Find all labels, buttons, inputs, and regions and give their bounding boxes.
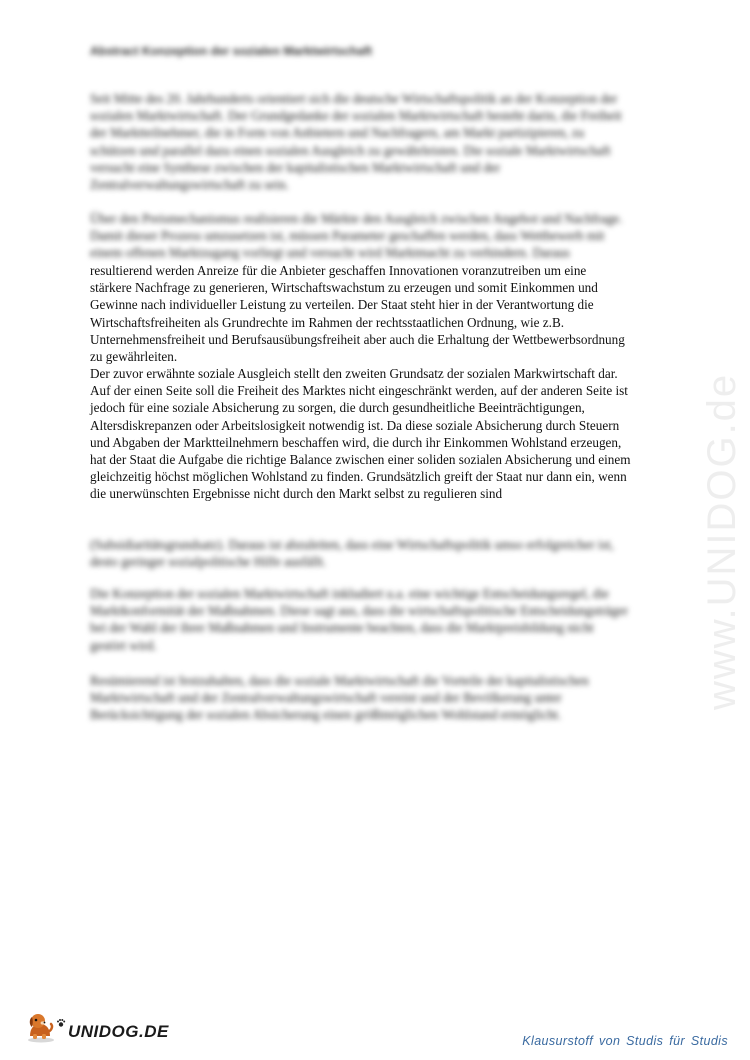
text-line: Zentralverwaltungswirtschaft zu sein. xyxy=(90,177,289,193)
text-line: Wirtschaftsfreiheiten als Grundrechte im Rahmen der rechtsstaatlichen Ordnung, wie z.B. xyxy=(90,314,565,330)
paragraph-2-blurred xyxy=(90,210,656,262)
text-line: Resümierend ist festzuhalten, dass die soziale Marktwirtschaft die Vorteile der kapitalistischen xyxy=(90,673,589,688)
text-line: Altersdiskrepanzen oder Arbeitslosigkeit notwendig ist. Da diese soziale Absicherung durch Steuern xyxy=(90,417,620,433)
text-line: bei der Wahl der ihrer Maßnahmen und Instrumente beachten, dass die Marktpreisbildung nicht xyxy=(90,620,594,636)
unidog-logo[interactable] xyxy=(24,1010,169,1044)
paragraph-1 xyxy=(90,90,656,193)
text-line: Der zuvor erwähnte soziale Ausgleich stellt den zweiten Grundsatz der sozialen Markwirtschaft dar. xyxy=(90,366,618,381)
text-line: Marktkonformität der Maßnahmen. Diese sagt aus, dass die wirtschaftspolitische Entscheidungsträger xyxy=(90,603,628,619)
text-line: einem offenen Marktzugang vorliegt und versucht wird Marktmacht zu verhindern. Daraus xyxy=(90,245,570,261)
text-line: Die Konzeption der sozialen Marktwirtschaft inkludiert u.a. eine wichtige Entscheidungsregel, die xyxy=(90,586,609,601)
text-line: Auf der einen Seite soll die Freiheit des Marktes nicht eingeschränkt werden, auf der anderen Seite ist xyxy=(90,383,628,399)
paragraph-5 xyxy=(90,672,656,724)
text-line: gestört wird. xyxy=(90,637,157,653)
text-line: Marktwirtschaft und der Zentralverwaltungswirtschaft vereint und der Bevölkerung unter xyxy=(90,690,562,706)
logo-text: UNIDOG.DE xyxy=(68,1022,169,1041)
paragraph-3-visible xyxy=(90,365,656,503)
text-line: versucht eine Synthese zwischen der kapitalistischen Marktwirtschaft und der xyxy=(90,159,501,175)
text-line: gleichzeitig höchst möglichen Wohlstand zu finden. Grundsätzlich greift der Staat nur dann ein, wenn xyxy=(90,469,627,485)
text-line: Über den Preismechanismus realisieren die Märkte den Ausgleich zwischen Angebot und Nachfrage. xyxy=(90,211,623,226)
text-line: Seit Mitte des 20. Jahrhunderts orientiert sich die deutsche Wirtschaftspolitik an der Konzeption der xyxy=(90,91,618,106)
text-line: desto geringer sozialpolitische Hilfe ausfällt. xyxy=(90,554,327,570)
text-line: resultierend werden Anreize für die Anbieter geschaffen Innovationen voranzutreiben um eine xyxy=(90,263,587,278)
paragraph-4 xyxy=(90,585,656,654)
paragraph-2-visible xyxy=(90,262,656,365)
paw-icon xyxy=(56,1018,66,1028)
text-line: jedoch für eine soziale Absicherung zu sorgen, die durch gesundheitliche Beeinträchtigungen, xyxy=(90,400,585,416)
footer-tagline: Klausurstoff von Studis für Studis xyxy=(522,1034,728,1048)
text-line: hat der Staat die Aufgabe die richtige Balance zwischen einer soliden sozialen Absicherung und einem xyxy=(90,452,631,468)
text-line: Unternehmensfreiheit und Berufsausübungsfreiheit aber auch die Erhaltung der Wettbewerbsordnung xyxy=(90,331,625,347)
text-line: Gewinne nach individueller Leistung zu verteilen. Der Staat steht hier in der Verantwortung die xyxy=(90,297,594,313)
text-line: zu gewährleiten. xyxy=(90,349,178,365)
dog-mascot-icon xyxy=(24,1010,58,1044)
text-line: (Subsidiaritätsgrundsatz). Daraus ist abzuleiten, dass eine Wirtschaftspolitik umso erfolgreicher ist, xyxy=(90,537,614,552)
document-title: Abstract Konzeption der sozialen Marktwirtschaft xyxy=(90,44,373,58)
watermark-text: www.UNIDOG.de xyxy=(700,372,744,710)
text-line: und Abgaben der Marktteilnehmern beschaffen wird, die durch ihr Einkommen Wohlstand erzeugen, xyxy=(90,434,622,450)
text-line: Damit dieser Prozess umzusetzen ist, müssen Parameter geschaffen werden, dass Wettbewerb mit xyxy=(90,228,605,244)
text-line: die unerwünschten Ergebnisse nicht durch den Markt selbst zu regulieren sind xyxy=(90,486,503,502)
text-line: der Marktteilnehmer, die in Form von Anbietern und Nachfragern, am Markt partizipieren, zu xyxy=(90,125,585,141)
text-line: sozialen Marktwirtschaft. Der Grundgedanke der sozialen Marktwirtschaft besteht darin, die Freiheit xyxy=(90,108,622,124)
text-line: schützen und parallel dazu einen sozialen Ausgleich zu gewährleisten. Die soziale Marktwirtschaft xyxy=(90,142,611,158)
text-line: stärkere Nachfrage zu generieren, Wirtschaftswachstum zu erzeugen und somit Einkommen und xyxy=(90,280,598,296)
text-line: Berücksichtigung der sozialen Absicherung einen größtmöglichen Wohlstand ermöglicht. xyxy=(90,707,562,723)
paragraph-3-blurred xyxy=(90,536,656,570)
